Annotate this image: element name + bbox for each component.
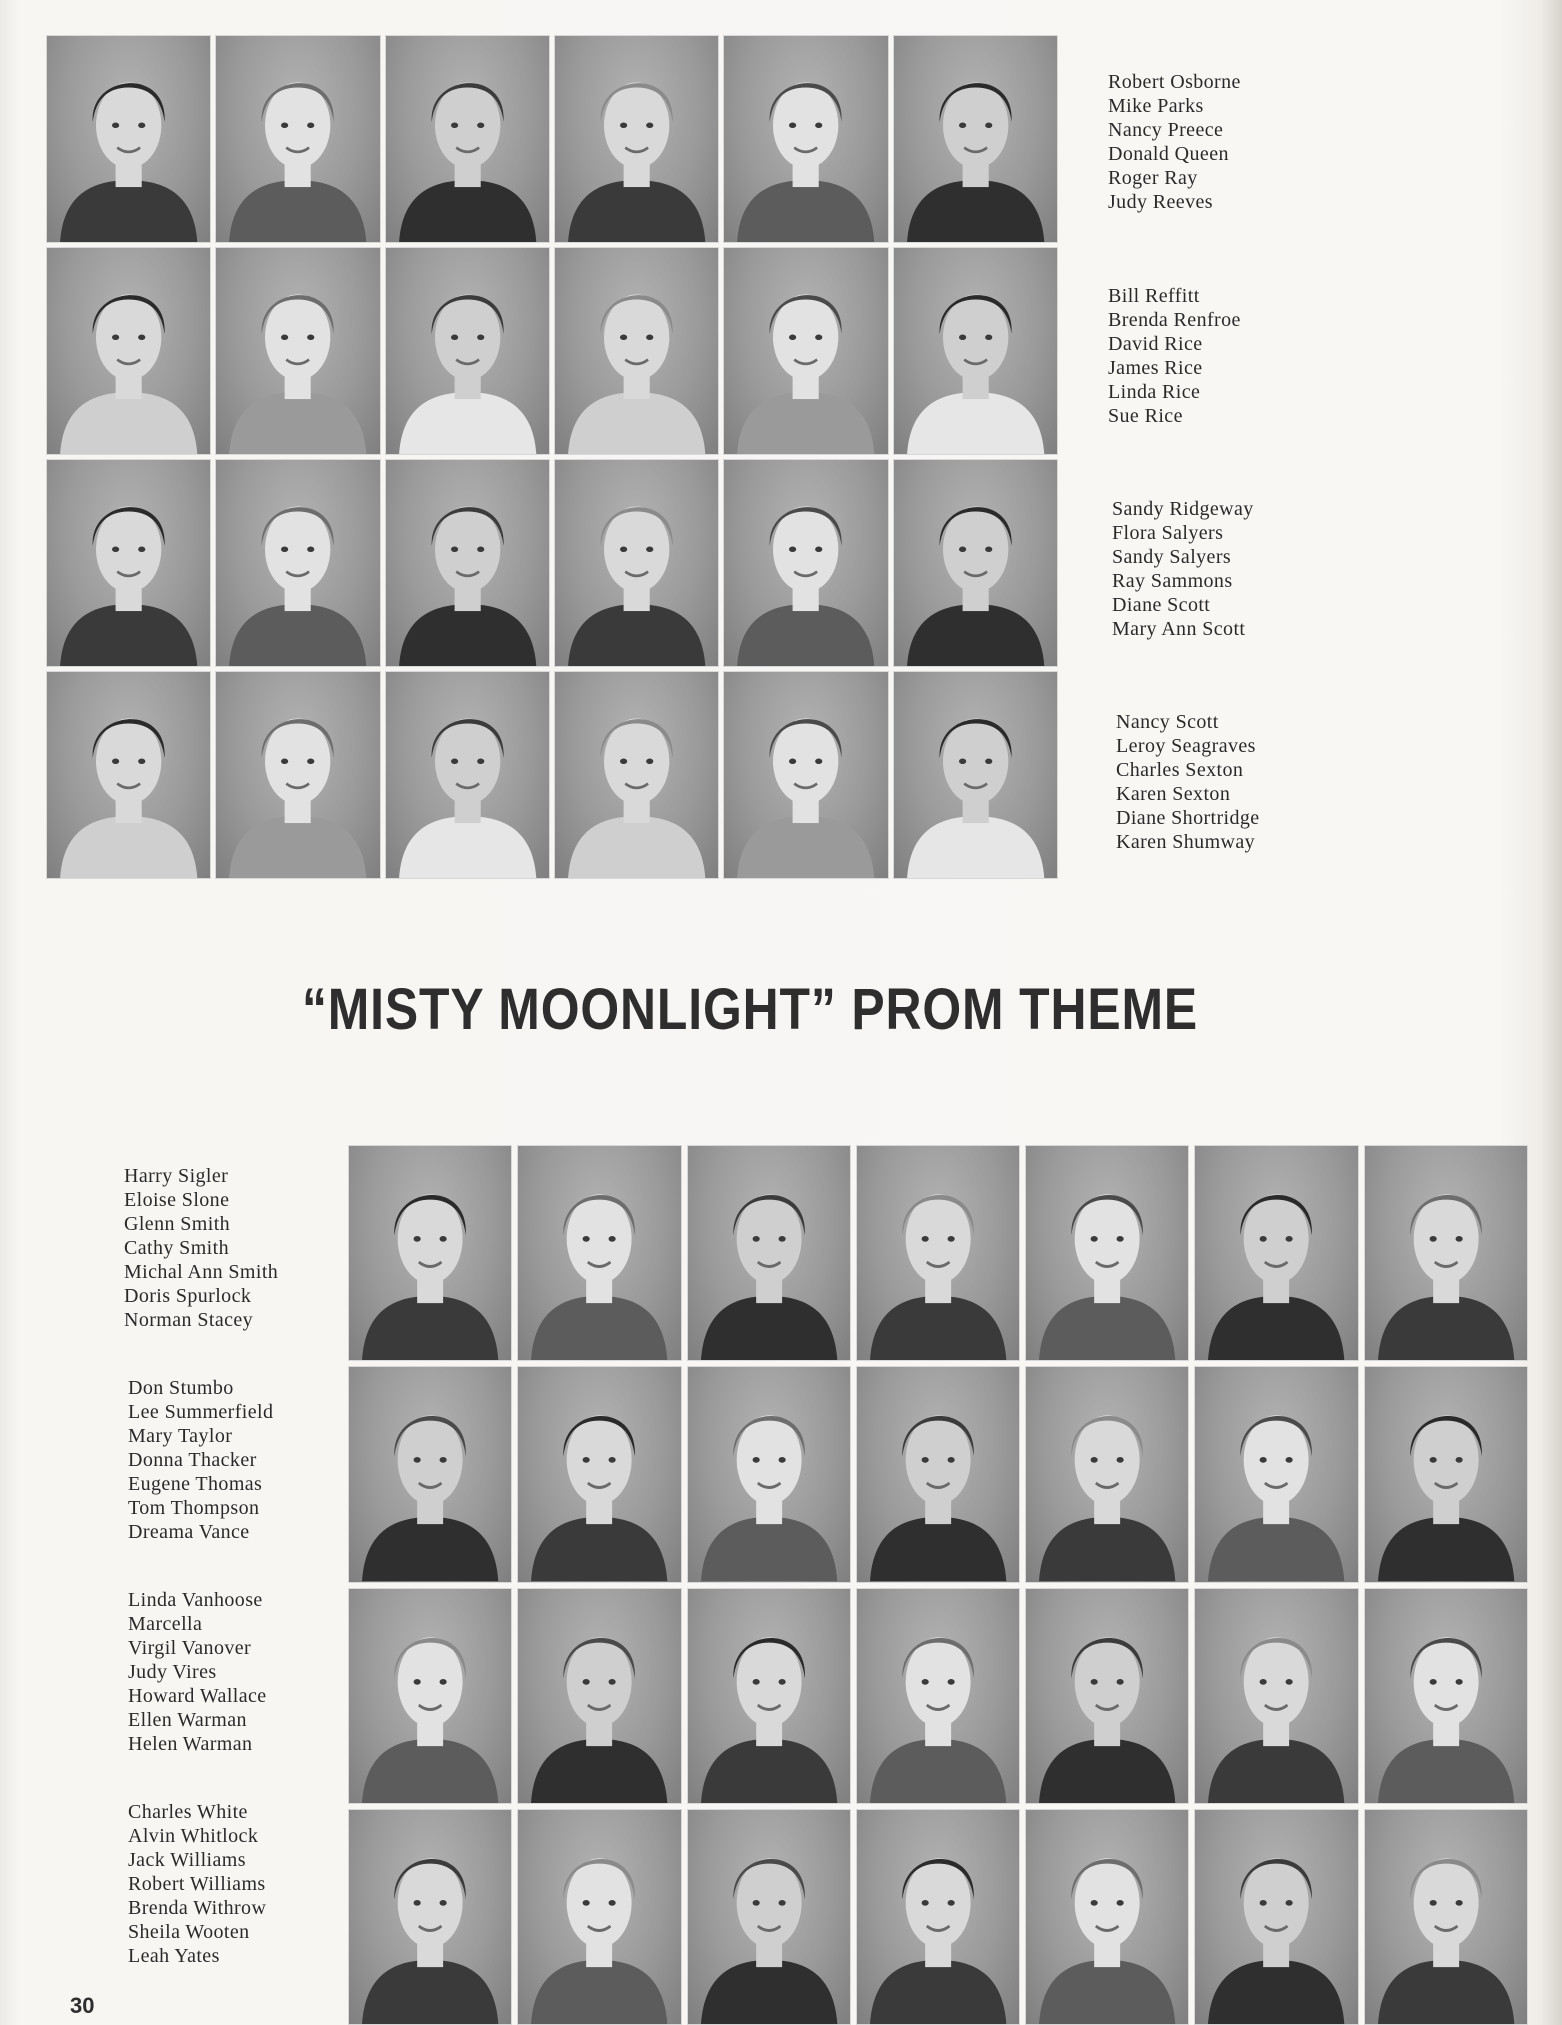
- top-portrait-photo: [893, 35, 1058, 243]
- student-name: Sue Rice: [1108, 405, 1183, 427]
- student-name: Mary Taylor: [128, 1425, 233, 1447]
- top-portrait-grid: [46, 35, 1058, 879]
- student-name: Ray Sammons: [1112, 570, 1233, 592]
- student-name: Dreama Vance: [128, 1521, 250, 1543]
- student-name: James Rice: [1108, 357, 1203, 379]
- bottom-portrait-grid: [348, 1145, 1528, 2025]
- top-portrait-photo: [215, 671, 380, 879]
- top-names-row-4: [1116, 710, 1260, 854]
- bottom-portrait-photo: [517, 1809, 681, 2025]
- student-name: Nancy Scott: [1116, 711, 1219, 733]
- bottom-portrait-photo: [1364, 1145, 1528, 1361]
- top-portrait-photo: [554, 247, 719, 455]
- student-name: Virgil Vanover: [128, 1637, 252, 1659]
- student-name: Don Stumbo: [128, 1377, 234, 1399]
- student-name: Flora Salyers: [1112, 522, 1224, 544]
- top-portrait-photo: [385, 247, 550, 455]
- student-name: Harry Sigler: [124, 1165, 229, 1187]
- bottom-portrait-photo: [517, 1145, 681, 1361]
- top-portrait-photo: [215, 247, 380, 455]
- student-name: Eugene Thomas: [128, 1473, 263, 1495]
- student-name: Charles White: [128, 1801, 248, 1823]
- student-name: Nancy Preece: [1108, 119, 1224, 141]
- bottom-portrait-photo: [517, 1588, 681, 1804]
- student-name: Michal Ann Smith: [124, 1261, 279, 1283]
- student-name: Tom Thompson: [128, 1497, 260, 1519]
- bottom-names-row-2: [128, 1376, 273, 1544]
- student-name: Helen Warman: [128, 1733, 253, 1755]
- bottom-portrait-photo: [856, 1145, 1020, 1361]
- bottom-portrait-photo: [1025, 1809, 1189, 2025]
- student-name: Ellen Warman: [128, 1709, 247, 1731]
- top-portrait-photo: [723, 459, 888, 667]
- student-name: Judy Reeves: [1108, 191, 1213, 213]
- top-portrait-photo: [554, 459, 719, 667]
- top-portrait-photo: [46, 671, 211, 879]
- student-name: Doris Spurlock: [124, 1285, 252, 1307]
- bottom-portrait-photo: [1025, 1145, 1189, 1361]
- top-portrait-photo: [46, 459, 211, 667]
- student-name: David Rice: [1108, 333, 1203, 355]
- bottom-names-row-1: [124, 1164, 278, 1332]
- top-portrait-photo: [723, 671, 888, 879]
- bottom-portrait-photo: [687, 1366, 851, 1582]
- student-name: Sandy Ridgeway: [1112, 498, 1254, 520]
- student-name: Mike Parks: [1108, 95, 1204, 117]
- top-portrait-photo: [215, 35, 380, 243]
- bottom-portrait-photo: [856, 1809, 1020, 2025]
- bottom-portrait-photo: [348, 1145, 512, 1361]
- top-portrait-photo: [46, 35, 211, 243]
- top-portrait-photo: [385, 671, 550, 879]
- top-names-row-3: [1112, 497, 1254, 641]
- student-name: Charles Sexton: [1116, 759, 1244, 781]
- student-name: Donna Thacker: [128, 1449, 257, 1471]
- student-name: Robert Osborne: [1108, 71, 1241, 93]
- bottom-portrait-photo: [1194, 1366, 1358, 1582]
- top-names-row-1: [1108, 70, 1241, 214]
- bottom-portrait-photo: [1194, 1809, 1358, 2025]
- student-name: Sandy Salyers: [1112, 546, 1232, 568]
- student-name: Donald Queen: [1108, 143, 1229, 165]
- top-portrait-photo: [893, 459, 1058, 667]
- bottom-portrait-photo: [348, 1809, 512, 2025]
- student-name: Norman Stacey: [124, 1309, 254, 1331]
- top-portrait-photo: [723, 247, 888, 455]
- bottom-portrait-photo: [1364, 1366, 1528, 1582]
- bottom-portrait-photo: [856, 1588, 1020, 1804]
- bottom-portrait-photo: [517, 1366, 681, 1582]
- student-name: Roger Ray: [1108, 167, 1198, 189]
- top-portrait-photo: [723, 35, 888, 243]
- bottom-portrait-photo: [348, 1366, 512, 1582]
- top-names-row-2: [1108, 284, 1241, 428]
- bottom-portrait-photo: [856, 1366, 1020, 1582]
- student-name: Glenn Smith: [124, 1213, 231, 1235]
- student-name: Karen Shumway: [1116, 831, 1256, 853]
- bottom-portrait-photo: [1194, 1588, 1358, 1804]
- page-number: 30: [70, 1993, 95, 2018]
- student-name: Brenda Withrow: [128, 1897, 267, 1919]
- bottom-portrait-photo: [1025, 1588, 1189, 1804]
- bottom-names-row-3: [128, 1588, 267, 1756]
- student-name: Leroy Seagraves: [1116, 735, 1256, 757]
- student-name: Marcella: [128, 1613, 203, 1635]
- student-name: Robert Williams: [128, 1873, 266, 1895]
- student-name: Lee Summerfield: [128, 1401, 274, 1423]
- bottom-portrait-photo: [1025, 1366, 1189, 1582]
- bottom-names-row-4: [128, 1800, 266, 1968]
- bottom-portrait-photo: [687, 1809, 851, 2025]
- page-title: “MISTY MOONLIGHT” PROM THEME: [301, 977, 1199, 1042]
- student-name: Jack Williams: [128, 1849, 246, 1871]
- page-edge-shadow: [1540, 0, 1562, 2025]
- top-portrait-photo: [893, 671, 1058, 879]
- student-name: Leah Yates: [128, 1945, 220, 1967]
- student-name: Judy Vires: [128, 1661, 217, 1683]
- bottom-portrait-photo: [348, 1588, 512, 1804]
- student-name: Alvin Whitlock: [128, 1825, 259, 1847]
- top-portrait-photo: [46, 247, 211, 455]
- student-name: Karen Sexton: [1116, 783, 1231, 805]
- bottom-portrait-photo: [1194, 1145, 1358, 1361]
- student-name: Brenda Renfroe: [1108, 309, 1241, 331]
- student-name: Diane Shortridge: [1116, 807, 1260, 829]
- student-name: Bill Reffitt: [1108, 285, 1200, 307]
- top-portrait-photo: [554, 35, 719, 243]
- bottom-portrait-photo: [687, 1145, 851, 1361]
- top-portrait-photo: [554, 671, 719, 879]
- student-name: Sheila Wooten: [128, 1921, 250, 1943]
- bottom-portrait-photo: [1364, 1588, 1528, 1804]
- student-name: Mary Ann Scott: [1112, 618, 1246, 640]
- bottom-portrait-photo: [687, 1588, 851, 1804]
- student-name: Eloise Slone: [124, 1189, 230, 1211]
- student-name: Diane Scott: [1112, 594, 1211, 616]
- bottom-portrait-photo: [1364, 1809, 1528, 2025]
- student-name: Howard Wallace: [128, 1685, 267, 1707]
- top-portrait-photo: [893, 247, 1058, 455]
- student-name: Linda Vanhoose: [128, 1589, 263, 1611]
- student-name: Linda Rice: [1108, 381, 1201, 403]
- top-portrait-photo: [385, 35, 550, 243]
- top-portrait-photo: [385, 459, 550, 667]
- student-name: Cathy Smith: [124, 1237, 229, 1259]
- top-portrait-photo: [215, 459, 380, 667]
